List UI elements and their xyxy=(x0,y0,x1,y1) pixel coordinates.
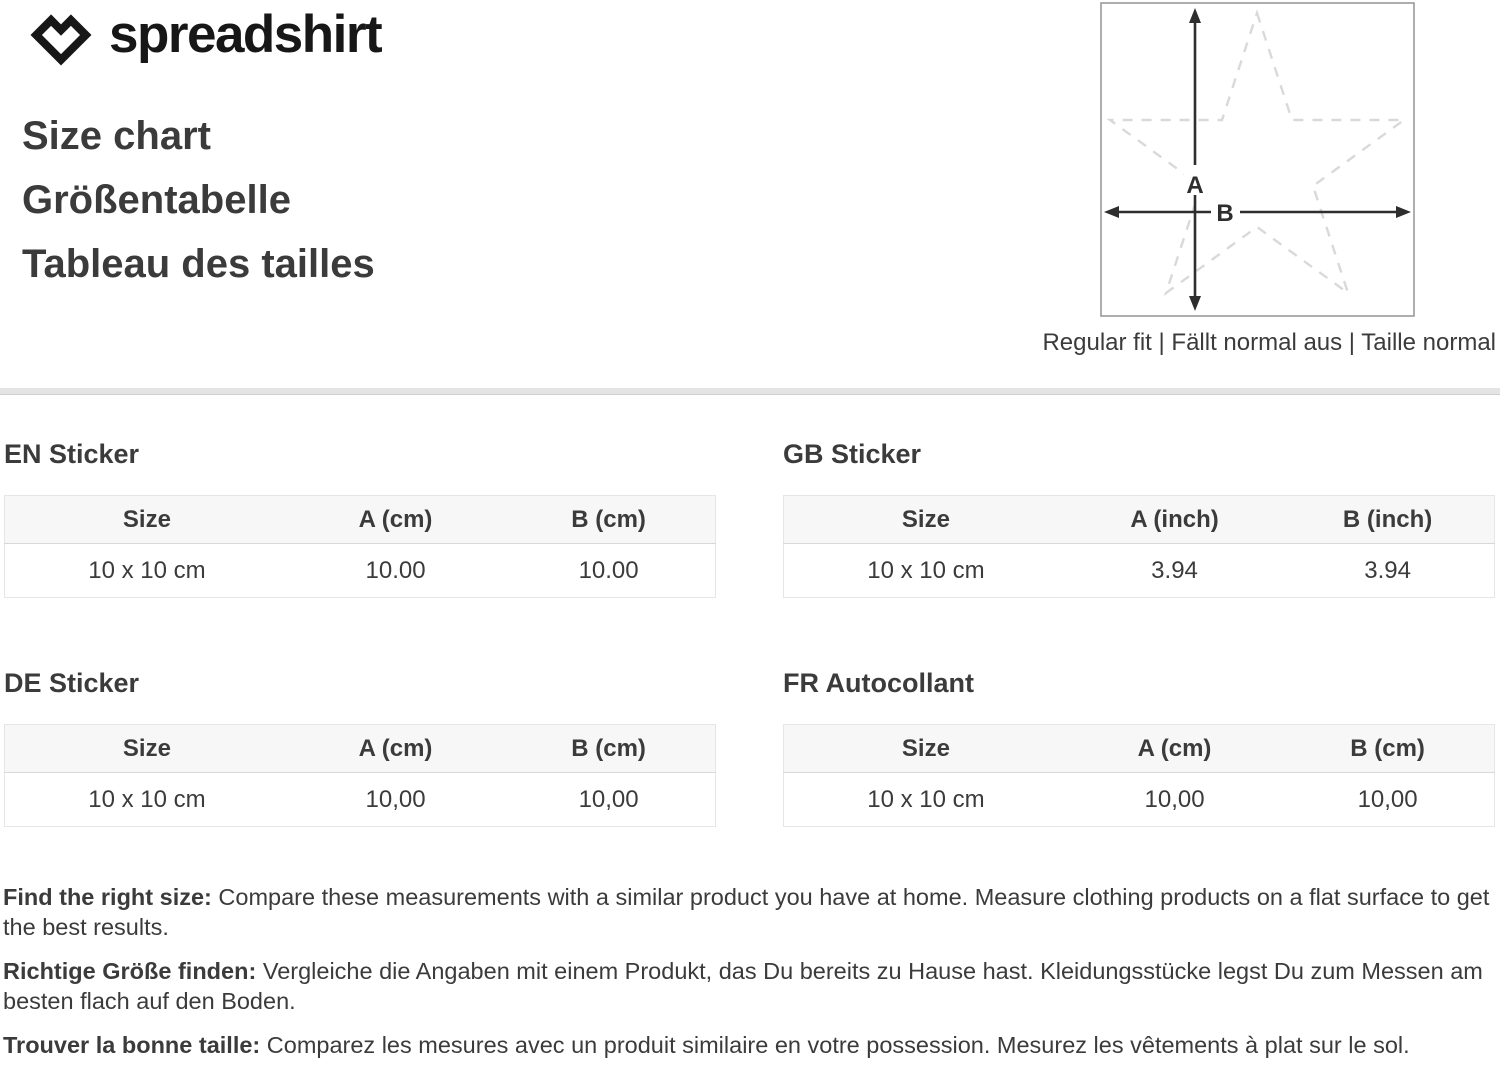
note-en-text: Compare these measurements with a similar product you have at home. Measure clothing products on a flat surface to get the best results. xyxy=(3,884,1490,940)
cell-b: 3.94 xyxy=(1364,556,1411,584)
diagram-frame xyxy=(1101,3,1414,316)
column-header-a: A (cm) xyxy=(1137,734,1212,762)
note-fr-text: Comparez les mesures avec un produit similaire en votre possession. Mesurez les vêtements à plat sur le sol. xyxy=(266,1032,1410,1058)
cell-a: 3.94 xyxy=(1151,556,1198,584)
size-tables xyxy=(4,438,1495,827)
table-row xyxy=(5,544,716,598)
note-en-label: Find the right size: xyxy=(3,884,212,910)
column-header-size: Size xyxy=(122,734,171,762)
cell-size: 10 x 10 cm xyxy=(88,556,206,584)
measure-label-a: A xyxy=(1186,172,1204,199)
spreadshirt-heart-icon xyxy=(28,4,94,66)
table-title-en: EN Sticker xyxy=(4,439,140,469)
column-header-a: A (inch) xyxy=(1130,505,1219,533)
column-header-a: A (cm) xyxy=(358,505,433,533)
note-fr xyxy=(3,1030,1495,1060)
size-table-section-en xyxy=(4,438,716,598)
note-en xyxy=(3,882,1495,942)
page-title-en: Size chart xyxy=(22,114,211,158)
note-fr-label: Trouver la bonne taille: xyxy=(3,1032,261,1058)
size-table-section-de xyxy=(4,667,716,827)
column-header-b: B (inch) xyxy=(1342,505,1433,533)
cell-b: 10,00 xyxy=(1357,785,1418,813)
table-row xyxy=(5,773,716,827)
page-title-fr: Tableau des tailles xyxy=(22,242,375,286)
cell-size: 10 x 10 cm xyxy=(88,785,206,813)
size-table-fr xyxy=(783,724,1495,827)
cell-size: 10 x 10 cm xyxy=(867,556,985,584)
size-table-gb xyxy=(783,495,1495,598)
table-header-row xyxy=(5,496,716,544)
spreadshirt-logo xyxy=(28,4,381,66)
column-header-size: Size xyxy=(122,505,171,533)
table-title-gb: GB Sticker xyxy=(783,439,922,469)
cell-a: 10,00 xyxy=(365,785,426,813)
size-table-en xyxy=(4,495,716,598)
column-header-b: B (cm) xyxy=(571,734,646,762)
note-de-text: Vergleiche die Angaben mit einem Produkt, das Du bereits zu Hause hast. Kleidungsstücke legst Du zum Messen am besten flach auf den Boden. xyxy=(3,958,1483,1014)
fit-diagram xyxy=(1100,2,1415,317)
size-table-de xyxy=(4,724,716,827)
column-header-b: B (cm) xyxy=(571,505,646,533)
column-header-size: Size xyxy=(901,734,950,762)
size-table-section-fr xyxy=(783,667,1495,827)
column-header-b: B (cm) xyxy=(1350,734,1425,762)
size-table-section-gb xyxy=(783,438,1495,598)
table-row xyxy=(784,544,1495,598)
table-header-row xyxy=(784,725,1495,773)
column-header-size: Size xyxy=(901,505,950,533)
logo-wordmark: spreadshirt xyxy=(109,5,382,64)
table-header-row xyxy=(5,725,716,773)
cell-size: 10 x 10 cm xyxy=(867,785,985,813)
page-titles xyxy=(22,104,375,296)
table-header-row xyxy=(784,496,1495,544)
table-title-fr: FR Autocollant xyxy=(783,668,974,698)
section-divider xyxy=(0,388,1500,395)
table-title-de: DE Sticker xyxy=(4,668,140,698)
cell-b: 10.00 xyxy=(578,556,639,584)
cell-b: 10,00 xyxy=(578,785,639,813)
cell-a: 10,00 xyxy=(1144,785,1205,813)
cell-a: 10.00 xyxy=(365,556,426,584)
measure-label-b: B xyxy=(1216,200,1234,227)
fit-caption: Regular fit | Fällt normal aus | Taille normal xyxy=(1042,329,1496,356)
note-de-label: Richtige Größe finden: xyxy=(3,958,257,984)
note-de xyxy=(3,956,1495,1016)
measuring-notes xyxy=(3,882,1495,1074)
table-row xyxy=(784,773,1495,827)
column-header-a: A (cm) xyxy=(358,734,433,762)
page-title-de: Größentabelle xyxy=(22,178,291,222)
